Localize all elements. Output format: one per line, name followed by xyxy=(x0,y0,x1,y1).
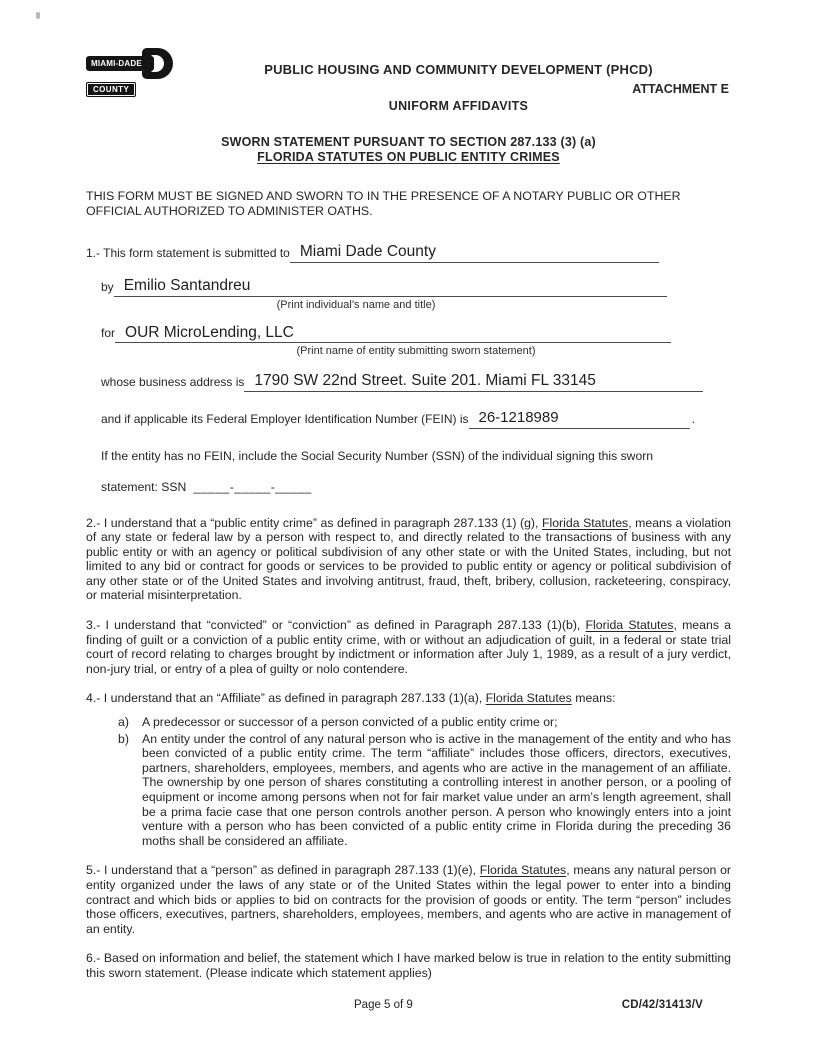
submitted-to-value: Miami Dade County xyxy=(290,243,659,263)
address-value: 1790 SW 22nd Street. Suite 201. Miami FL 33145 xyxy=(244,372,703,392)
no-fein-note: If the entity has no FEIN, include the Social Security Number (SSN) of the individual signing this sworn xyxy=(101,448,654,463)
ssn-label: statement: SSN xyxy=(101,479,187,494)
fein-suffix: . xyxy=(691,411,695,426)
submitted-to-label: 1.- This form statement is submitted to xyxy=(86,245,290,260)
footer xyxy=(86,999,731,1014)
statement-heading-line2: FLORIDA STATUTES ON PUBLIC ENTITY CRIMES xyxy=(257,150,560,164)
paragraph-3: 3.- I understand that “convicted” or “conviction” as defined in Paragraph 287.133 (1)(b), Florida Statutes, means a finding of guilt or a conviction of a public entity crime, with or without an adjudication of guilt, in a federal or state trial court of record relating to charges brought by indictment or information after July 1, 1989, as a result of a jury verdict, non-jury trial, or entry of a plea of guilty or nolo contendere. xyxy=(86,618,732,676)
statement-heading-line1: SWORN STATEMENT PURSUANT TO SECTION 287.133 (3) (a) xyxy=(221,135,596,149)
attachment-label: ATTACHMENT E xyxy=(632,82,729,96)
department-title: PUBLIC HOUSING AND COMMUNITY DEVELOPMENT (PHCD) xyxy=(264,62,653,77)
header xyxy=(86,46,731,113)
statement-heading xyxy=(86,135,731,165)
item-a-label: a) xyxy=(118,715,129,730)
document-code: CD/42/31413/V xyxy=(621,999,703,1011)
paragraph-6: 6.- Based on information and belief, the statement which I have marked below is true in relation to the entity submitting this sworn statement. (Please indicate which statement applies) xyxy=(86,951,731,980)
for-hint: (Print name of entity submitting sworn statement) xyxy=(296,345,536,358)
by-label: by xyxy=(101,279,114,294)
scan-artifact-mark xyxy=(36,12,40,19)
logo-text-county: COUNTY xyxy=(86,82,136,97)
page-number: Page 5 of 9 xyxy=(354,999,413,1011)
header-text xyxy=(186,46,731,113)
paragraph-4-list xyxy=(86,715,731,848)
ssn-blanks: _____-_____-_____ xyxy=(193,479,312,494)
notary-notice: THIS FORM MUST BE SIGNED AND SWORN TO IN THE PRESENCE OF A NOTARY PUBLIC OR OTHER OFFICIAL AUTHORIZED TO ADMINISTER OATHS. xyxy=(86,189,681,218)
paragraph-4-item-b xyxy=(118,732,731,849)
fein-label: and if applicable its Federal Employer Identification Number (FEIN) is xyxy=(101,411,469,426)
paragraph-4-intro: 4.- I understand that an “Affiliate” as defined in paragraph 287.133 (1)(a), Florida Statutes means: xyxy=(86,691,616,706)
logo-top xyxy=(86,48,186,79)
for-value: OUR MicroLending, LLC xyxy=(115,324,671,344)
paragraph-5: 5.- I understand that a “person” as defined in paragraph 287.133 (1)(e), Florida Statutes, means any natural person or entity organized under the laws of any state or of the United States within the legal power to enter into a binding contract and which bids or applies to bid on contracts for the provision of goods or entity. The term “person” includes those officers, executives, partners, shareholders, employees, members, and agents who are active in management of an entity. xyxy=(86,863,732,936)
by-hint: (Print individual’s name and title) xyxy=(276,298,436,311)
paragraph-4-item-a xyxy=(118,715,731,730)
field-submitted-to xyxy=(86,243,731,263)
item-a-text: A predecessor or successor of a person convicted of a public entity crime or; xyxy=(142,715,558,730)
field-by xyxy=(101,277,731,297)
logo-text-miami-dade: MIAMI-DADE xyxy=(86,56,154,71)
by-value: Emilio Santandreu xyxy=(114,277,667,297)
document-title: UNIFORM AFFIDAVITS xyxy=(388,99,529,113)
field-ssn xyxy=(101,480,731,494)
paragraph-2: 2.- I understand that a “public entity crime” as defined in paragraph 287.133 (1) (g), Florida Statutes, means a violation of any state or federal law by a person with respect to, and directly related to the transactions of business with any public entity or with an agency or political subdivision of any other state or with the United States, including, but not limited to any bid or contract for goods or services to be provided to public entity or agency or political subdivision of any other state or of the United States and involving antitrust, fraud, theft, bribery, collusion, racketeering, conspiracy, or material misinterpretation. xyxy=(86,515,731,603)
miami-dade-county-logo xyxy=(86,48,186,113)
fein-value: 26-1218989 xyxy=(469,409,690,428)
item-b-label: b) xyxy=(118,731,129,746)
address-label: whose business address is xyxy=(101,375,245,390)
field-fein xyxy=(101,409,731,428)
for-label: for xyxy=(101,326,116,341)
field-business-address xyxy=(101,372,731,392)
item-b-text: An entity under the control of any natural person who is active in the management of the entity and who has been convicted of a public entity crime. The term “affiliate” includes those officers, directors, executives, partners, shareholders, employees, members, and agents who are active in the management of an affiliate. The ownership by one person of shares constituting a controlling interest in another person, or a pooling of equipment or income among persons when not for fair market value under an arm’s length agreement, shall be a prima facie case that one person controls another person. A person who knowingly enters into a joint venture with a person who has been convicted of a public entity crime in Florida during the preceding 36 moths shall be considered an affiliate. xyxy=(142,731,731,848)
field-for xyxy=(101,324,731,344)
